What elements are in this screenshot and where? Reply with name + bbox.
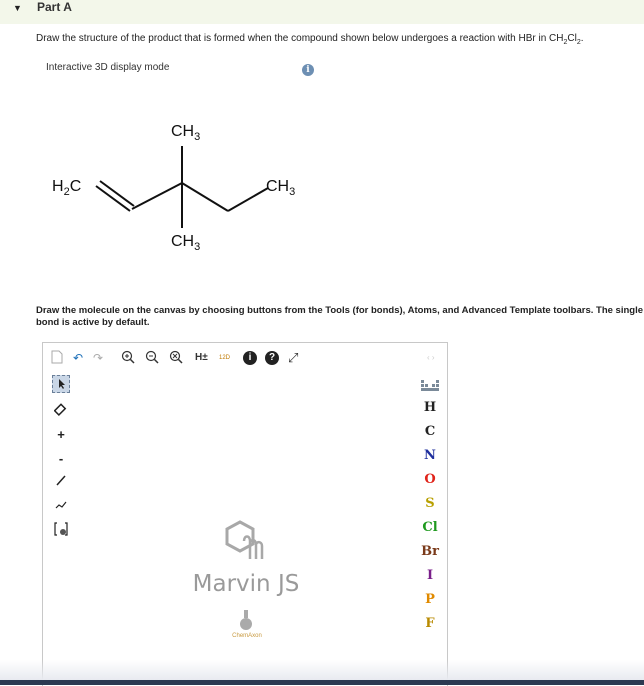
atom-button-s[interactable]: S	[425, 496, 435, 511]
part-title: Part A	[37, 0, 72, 14]
marvin-brand-name: Marvin JS	[192, 571, 300, 597]
label-bottom-ch3: $CH_3$	[171, 233, 201, 253]
atoms-toolbar	[413, 373, 447, 686]
fullscreen-expand-icon[interactable]: ⤢	[288, 350, 299, 365]
zoom-out-icon[interactable]	[145, 350, 159, 366]
hydrogen-toggle-button[interactable]: H±	[195, 352, 208, 363]
atom-button-h[interactable]: H	[423, 400, 437, 415]
increase-charge-button[interactable]: +	[57, 427, 65, 442]
about-info-icon[interactable]: i	[243, 351, 257, 365]
redo-icon[interactable]: ↷	[93, 351, 104, 365]
chain-tool-icon[interactable]	[52, 497, 70, 515]
atom-button-br[interactable]: Br	[421, 544, 439, 559]
collapse-caret-icon[interactable]: ▼	[13, 3, 22, 13]
zoom-in-icon[interactable]	[121, 350, 135, 366]
chemaxon-label: ChemAxon	[232, 633, 262, 639]
part-header[interactable]	[0, 0, 644, 24]
atom-button-i[interactable]: I	[426, 568, 434, 583]
zoom-reset-icon[interactable]	[169, 350, 183, 366]
left-toolbar	[43, 373, 77, 686]
marvin-editor[interactable]	[42, 342, 448, 686]
bond-center-to-ethyl	[182, 183, 228, 211]
top-toolbar	[43, 343, 447, 373]
info-icon[interactable]: i	[302, 64, 314, 76]
label-left-h2c: $H_2C$	[52, 178, 82, 198]
atom-button-c[interactable]: C	[424, 424, 436, 439]
drawing-instructions: Draw the molecule on the canvas by choosing buttons from the Tools (for bonds), Atoms, and Advanced Template toolbars. The single bond is active by default.	[36, 305, 644, 328]
chemaxon-flask-icon	[239, 609, 253, 631]
display-mode-label[interactable]: Interactive 3D display mode	[46, 62, 170, 73]
select-tool-icon[interactable]	[52, 375, 70, 393]
atom-button-f[interactable]: F	[425, 616, 435, 631]
help-icon[interactable]: ?	[265, 351, 279, 365]
atom-numbering-button[interactable]: 12D	[219, 355, 231, 361]
bracket-tool-icon[interactable]	[52, 521, 70, 539]
molecule-structure	[40, 108, 340, 268]
atom-button-cl[interactable]: Cl	[422, 520, 438, 535]
atom-button-n[interactable]: N	[424, 448, 436, 463]
atom-button-o[interactable]: O	[424, 472, 436, 487]
decrease-charge-button[interactable]: -	[58, 451, 64, 466]
bottom-bar	[0, 680, 644, 685]
drawing-canvas[interactable]	[77, 373, 413, 686]
marvin-logo-icon	[220, 519, 270, 565]
page-fade	[0, 660, 644, 680]
bond-vinyl-to-center	[132, 183, 182, 209]
new-document-icon[interactable]	[51, 350, 63, 366]
periodic-table-icon[interactable]	[421, 379, 439, 391]
atom-button-p[interactable]: P	[425, 592, 435, 607]
bond-ethyl-to-ch3	[228, 188, 268, 211]
single-bond-tool-icon[interactable]	[52, 473, 70, 491]
toolbar-scroll-arrows-icon[interactable]: ‹ ›	[427, 353, 435, 362]
label-right-ch3: $CH_3$	[266, 178, 296, 198]
eraser-tool-icon[interactable]	[52, 403, 70, 421]
label-top-ch3: $CH_3$	[171, 123, 201, 143]
question-text: Draw the structure of the product that is formed when the compound shown below undergoes a reaction with HBr in $CH_2Cl_2$.	[36, 33, 584, 46]
undo-icon[interactable]: ↶	[73, 351, 84, 365]
